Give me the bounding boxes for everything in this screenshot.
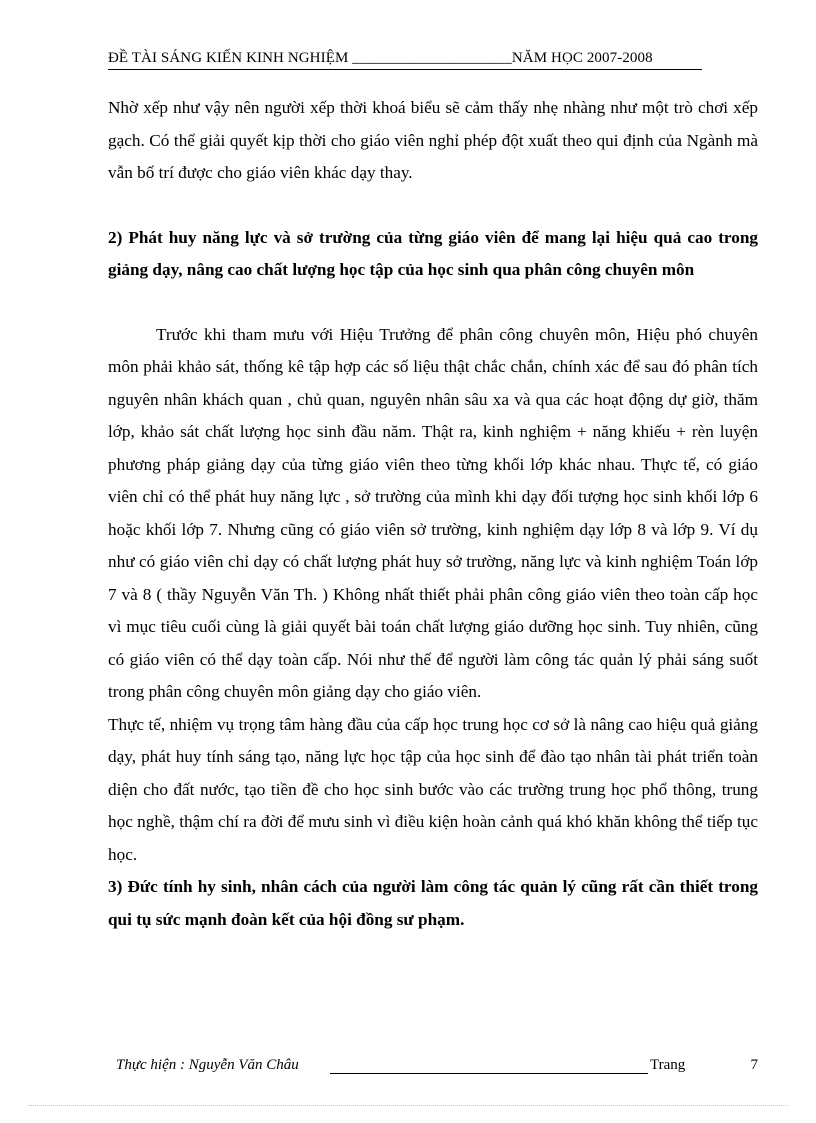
paragraph-timetable: Nhờ xếp như vậy nên người xếp thời khoá biểu sẽ cảm thấy nhẹ nhàng như một trò chơi xếp gạch. Có thể giải quyết kịp thời cho giáo viên nghỉ phép đột xuất theo qui định của Ngành mà vẫn bố trí được cho giáo viên khác dạy thay. [108,98,758,182]
page-footer [116,1057,758,1074]
page-bottom-border [28,1105,788,1106]
footer-rule [330,1073,648,1074]
document-body [108,92,758,936]
page-header: ĐỀ TÀI SÁNG KIẾN KINH NGHIỆM _____________________NĂM HỌC 2007-2008 [108,50,702,70]
footer-author: Thực hiện : Nguyễn Văn Châu [116,1057,299,1073]
paragraph-reality: Thực tế, nhiệm vụ trọng tâm hàng đầu của cấp học trung học cơ sở là nâng cao hiệu quả giảng dạy, phát huy tính sáng tạo, năng lực học tập của học sinh để đào tạo nhân tài phát triển toàn diện cho đất nước, tạo tiền đề cho học sinh bước vào các trường trung học phổ thông, trung học nghề, thậm chí ra đời để mưu sinh vì điều kiện hoàn cảnh quá khó khăn không thể tiếp tục học. [108,714,758,864]
section-heading-3: 3) Đức tính hy sinh, nhân cách của người làm công tác quản lý cũng rất cần thiết trong qui tụ sức mạnh đoàn kết của hội đồng sư phạm. [108,877,758,929]
paragraph-assignment: Trước khi tham mưu với Hiệu Trưởng để phân công chuyên môn, Hiệu phó chuyên môn phải khảo sát, thống kê tập hợp các số liệu thật chắc chắn, chính xác để sau đó phân tích nguyên nhân khách quan , chủ quan, nguyên nhân sâu xa và qua các hoạt động dự giờ, thăm lớp, khảo sát chất lượng học sinh đầu năm. Thật ra, kinh nghiệm + năng khiếu + rèn luyện phương pháp giảng dạy của từng giáo viên theo từng khối lớp khác nhau. Thực tế, có giáo viên chỉ có thể phát huy năng lực , sở trường của mình khi dạy đối tượng học sinh khối lớp 6 hoặc khối lớp 7. Nhưng cũng có giáo viên sở trường, kinh nghiệm dạy lớp 8 và lớp 9. Ví dụ như có giáo viên chỉ dạy có chất lượng phát huy sở trường, năng lực và kinh nghiệm Toán lớp 7 và 8 ( thầy Nguyễn Văn Th. ) Không nhất thiết phải phân công giáo viên theo toàn cấp học vì mục tiêu cuối cùng là giải quyết bài toán chất lượng giáo dưỡng học sinh. Tuy nhiên, cũng có giáo viên có thể dạy toàn cấp. Nói như thế để người làm công tác quản lý phải sáng suốt trong phân công chuyên môn giảng dạy cho giáo viên. [108,324,758,701]
section-heading-2: 2) Phát huy năng lực và sở trường của từng giáo viên để mang lại hiệu quả cao trong giảng dạy, nâng cao chất lượng học tập của học sinh qua phân công chuyên môn [108,227,758,279]
page-number: 7 [750,1057,758,1073]
footer-page-label: Trang [650,1057,686,1073]
